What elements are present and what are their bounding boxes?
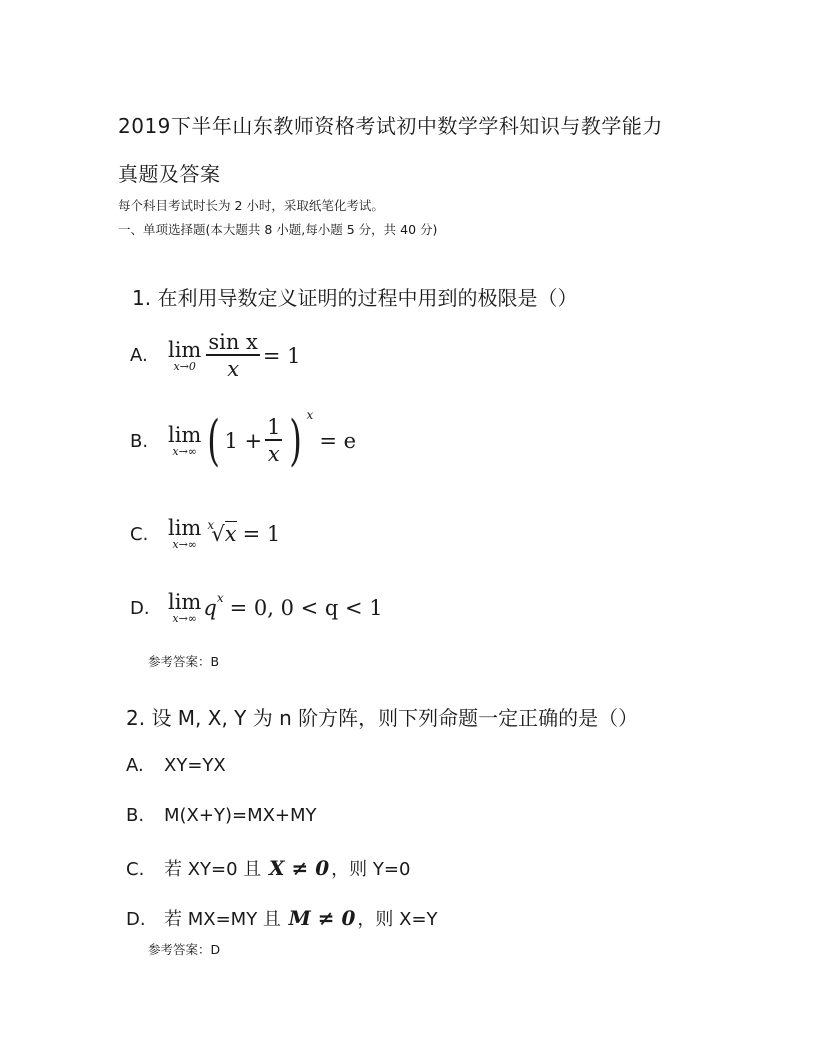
base: q — [203, 596, 217, 620]
exponent: x — [216, 591, 224, 605]
option-letter: B. — [130, 430, 149, 452]
math-expr: X ≠ 0 — [269, 856, 330, 880]
limit-operator: lim x→∞ — [168, 516, 202, 551]
q2-answer: 参考答案：D — [148, 942, 221, 957]
q2-option-d: D. 若 MX=MY 且 M ≠ 0 ，则 X=Y — [126, 906, 438, 930]
exponent: x — [306, 408, 314, 422]
q1-option-c — [130, 517, 280, 551]
option-letter: C. — [130, 523, 149, 545]
q2-option-a: A. XY=YX — [126, 755, 226, 776]
intro-text: 每个科目考试时长为 2 小时，采取纸笔化考试。 — [118, 198, 384, 213]
math-expr: M ≠ 0 — [288, 906, 356, 930]
limit-operator: lim x→∞ — [168, 590, 202, 625]
q1-option-a — [130, 330, 301, 382]
rhs: = 1 — [242, 522, 281, 546]
rhs: = 1 — [262, 343, 301, 368]
section-heading: 一、单项选择题(本大题共 8 小题,每小题 5 分，共 40 分) — [118, 222, 438, 237]
fraction: $\frac{1}{x}$ — [267, 415, 281, 466]
right-paren: ) — [289, 409, 303, 472]
limit-operator: lim x→0 — [168, 337, 202, 373]
q1-answer: 参考答案：B — [148, 654, 220, 669]
rhs: = 0, 0 < q < 1 — [229, 596, 383, 620]
q1-option-b — [130, 408, 357, 472]
option-letter: A. — [130, 345, 148, 367]
rhs: = e — [319, 429, 357, 453]
q2-option-b: B. M(X+Y)=MX+MY — [126, 805, 317, 826]
nth-root: x √x — [207, 518, 237, 546]
doc-title-line1: 2019下半年山东教师资格考试初中数学学科知识与教学能力 — [118, 114, 663, 138]
one-plus: 1 + — [224, 429, 263, 453]
question-1-stem: 1. 在利用导数定义证明的过程中用到的极限是（） — [132, 286, 578, 310]
question-2-stem: 2. 设 M, X, Y 为 n 阶方阵，则下列命题一定正确的是（） — [126, 706, 639, 730]
left-paren: ( — [207, 409, 221, 472]
option-letter: D. — [130, 597, 150, 619]
doc-title-line2: 真题及答案 — [118, 162, 221, 186]
fraction: $\frac{\text{sin x}}{x}$ — [208, 330, 258, 381]
limit-operator: lim x→∞ — [168, 423, 202, 458]
q2-option-c: C. 若 XY=0 且 X ≠ 0 ，则 Y=0 — [126, 856, 411, 880]
q1-option-d — [130, 591, 383, 625]
